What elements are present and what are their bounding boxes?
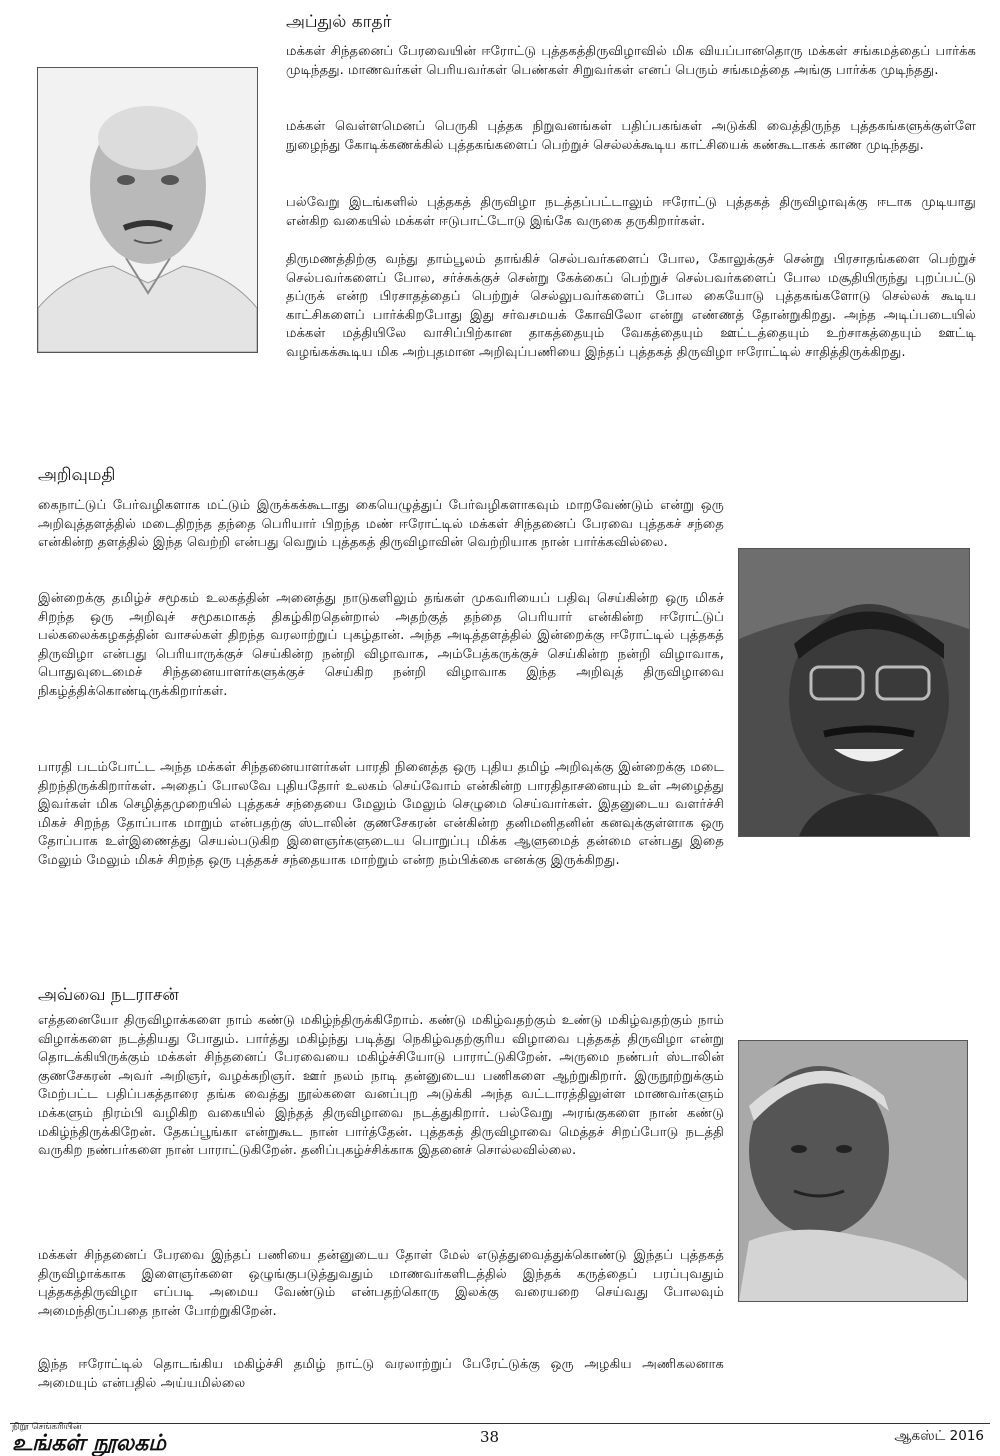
footer-magazine-title: உங்கள் நூலகம் (12, 1430, 166, 1456)
issue-date: ஆகஸ்ட் 2016 (894, 1428, 984, 1444)
page-number: 38 (480, 1428, 500, 1446)
portrait-arivumathi (738, 548, 970, 837)
section-2-heading: அறிவுமதி (38, 465, 116, 485)
section-3-paragraph: எத்தனையோ திருவிழாக்களை நாம் கண்டு மகிழ்ந்திருக்கிறோம். கண்டு மகிழ்வதற்கும் உண்டு மகிழ்வதற்கும் நாம் விழாக்களை நடத்தியது போதும். பார்த்து மகிழ்ந்து படித்து நெகிழ்வதற்குரிய விழாவை புத்தகத் திருவிழா என்று தொடக்கியிருக்கும் மக்கள் சிந்தனைப் பேரவையை மகிழ்ச்சியோடு பாராட்டுகிறேன். அருமை நண்பர் ஸ்டாலின் குணசேகரன் அவர் அறிஞர், வழக்கறிஞர். ஊர் நலம் நாடி தன்னுடைய பணிகளை ஆற்றுகிறார். இருநூற்றுக்கும் மேற்பட்ட பதிப்பகத்தாரை தங்க வைத்து நூல்களை வனப்புற அடுக்கி அந்த வட்டாரத்திலுள்ள மாணவர்களும் மக்களும் நிரம்பி வழிகிற வகையில் இந்தத் திருவிழாவை நடத்துகிறார். பல்வேறு அரங்குகளை நான் கண்டு மகிழ்ந்திருக்கிறேன். தேகப்பூங்கா என்றுகூட நான் பார்த்தேன். புத்தகத் திருவிழாவை மெத்தச் சிறப்போடு நடத்தி வருகிற நண்பர்களை நான் பாராட்டுகிறேன். தனிப்புகழ்ச்சிக்காக இதனைச் சொல்லவில்லை. (38, 1013, 724, 1159)
section-1-paragraph: மக்கள் வெள்ளமெனப் பெருகி புத்தக நிறுவனங்கள் பதிப்பகங்கள் அடுக்கி வைத்திருந்த புத்தகங்களுக்குள்ளே நுழைந்து கோடிக்கணக்கில் புத்தகங்களைப் பெற்றுச் செல்லக்கூடிய காட்சியைக் கண்கூடாகக் காண முடிந்தது. (286, 119, 976, 153)
footer-brand-block (12, 1422, 166, 1454)
section-1-heading: அப்துல் காதர் (286, 12, 392, 32)
portrait-avvai-natarasan (738, 1040, 968, 1302)
section-1-paragraph: திருமணத்திற்கு வந்து தாம்பூலம் தாங்கிச் செல்பவர்களைப் போல, கோலுக்குச் சென்று பிரசாதங்களை பெற்றுச் செல்பவர்களைப் போல, சர்ச்சுக்குச் சென்று கேக்கைப் பெற்றுச் செல்பவர்களைப் போல மசூதியிருந்து புறப்பட்டு தப்ருக் என்ற பிரசாதத்தைப் பெற்றுச் செல்லுபவர்களைப் போல கையோடு புத்தகங்களோடு செல்லக் கூடிய காட்சிகளைப் பார்க்கிறபோது இது சர்வசமயக் கோவிலோ என்று எண்ணத் தோன்றுகிறது. அந்த அடிப்படையில் மக்கள் மத்தியிலே வாசிப்பிற்கான தாகத்தையும் வேகத்தையும் ஊட்டத்தையும் உற்சாகத்தையும் ஊட்டி வழங்கக்கூடிய மிக அற்புதமான அறிவுப்பணியை இந்தப் புத்தகத் திருவிழா ஈரோட்டில் சாதித்திருக்கிறது. (286, 252, 976, 360)
section-3-heading: அவ்வை நடராசன் (38, 985, 179, 1005)
person-photo-icon (739, 1041, 967, 1301)
section-3-paragraph: இந்த ஈரோட்டில் தொடங்கிய மகிழ்ச்சி தமிழ் நாட்டு வரலாற்றுப் பேரேட்டுக்கு ஒரு அழகிய அணிகலனாக அமையும் என்பதில் அய்யமில்லை (38, 1357, 724, 1391)
section-2-paragraph: பாரதி படம்போட்ட அந்த மக்கள் சிந்தனையாளர்கள் பாரதி நினைத்த ஒரு புதிய தமிழ் அறிவுக்கு இன்றைக்கு மடை திறந்திருக்கிறார்கள். அதைப் போலவே புதியதோர் உலகம் செய்வோம் என்கின்ற பாரதிதாசனையும் உள் அழைத்து இவர்கள் மிக செழித்தமுறையில் புத்தகச் சந்தையை மேலும் மேலும் செழுமை செய்வார்கள். இதனுடைய வளர்ச்சி மிகச் சிறந்த தோப்பாக மாறும் என்பதற்கு ஸ்டாலின் குணசேகரன் என்கின்ற தனிமனிதனின் கனவுக்குள்ளாக ஒரு தோப்பாக உள்இணைத்து செயல்படுகிற இளைஞர்களுடைய பொறுப்பு மிக்க ஆளுமைத் தன்மை என்பது இதை மேலும் மேலும் மிகச் சிறந்த ஒரு புத்தகச் சந்தையாக மாற்றும் என்ற நம்பிக்கை எனக்கு இருக்கிறது. (38, 760, 724, 868)
section-2-paragraph: இன்றைக்கு தமிழ்ச் சமூகம் உலகத்தின் அனைத்து நாடுகளிலும் தங்கள் முகவரியைப் பதிவு செய்கின்ற ஒரு மிகச் சிறந்த ஒரு அறிவுச் சமூகமாகத் திகழ்கிறதென்றால் அதற்குத் தந்தை பெரியார் என்கின்ற ஈரோட்டுப் பல்கலைக்கழகத்தின் வாசல்கள் திறந்த வரலாற்றுப் புகழ்தான். அந்த அடித்தளத்தில் இன்றைக்கு ஈரோட்டில் புத்தகத் திருவிழா என்பது பெரியாருக்குச் செய்கின்ற நன்றி விழாவாக, அம்பேத்கருக்குச் செய்கின்ற நன்றி விழாவாக, பொதுவுடைமைச் சிந்தனையாளர்களுக்குச் செய்கிற நன்றி விழாவாக இந்த அறிவுத் திருவிழாவை நிகழ்த்திக்கொண்டிருக்கிறார்கள். (38, 591, 724, 699)
section-2-paragraph: கைநாட்டுப் பேர்வழிகளாக மட்டும் இருக்கக்கூடாது கையெழுத்துப் பேர்வழிகளாகவும் மாறவேண்டும் என்று ஒரு அறிவுத்தளத்தில் மடைதிறந்த தந்தை பெரியார் பிறந்த மண் ஈரோட்டில் மக்கள் சிந்தனைப் பேரவை புத்தகச் சந்தை என்கின்ற தளத்தில் இந்த வெற்றி என்பது வெறும் புத்தகத் திருவிழாவின் வெற்றியாக நான் பார்க்கவில்லை. (38, 498, 724, 551)
person-photo-icon (739, 549, 969, 836)
section-3-paragraph: மக்கள் சிந்தனைப் பேரவை இந்தப் பணியை தன்னுடைய தோள் மேல் எடுத்துவைத்துக்கொண்டு இந்தப் புத்தகத் திருவிழாக்காக இளைஞர்களை ஒழுங்குபடுத்துவதும் மாணவர்களிடத்தில் இந்தக் கருத்தைப் பரப்புவதும் புத்தகத்திருவிழா எப்படி அமைய வேண்டும் என்பதற்கொரு இலக்கு வரையறை செய்வது போலவும் அமைந்திருப்பதை நான் போற்றுகிறேன். (38, 1248, 724, 1319)
section-1-paragraph: பல்வேறு இடங்களில் புத்தகத் திருவிழா நடத்தப்பட்டாலும் ஈரோட்டு புத்தகத் திருவிழாவுக்கு ஈடாக முடியாது என்கிற வகையில் மக்கள் ஈடுபாட்டோடு இங்கே வருகை தருகிறார்கள். (286, 195, 976, 229)
footer-publisher-label: நிறூ செங்கரியின் (12, 1422, 82, 1432)
portrait-abdul-kadhar (37, 67, 258, 353)
section-1-paragraph: மக்கள் சிந்தனைப் பேரவையின் ஈரோட்டு புத்தகத்திருவிழாவில் மிக வியப்பானதொரு மக்கள் சங்கமத்தைப் பார்க்க முடிந்தது. மாணவர்கள் பெரியவர்கள் பெண்கள் சிறுவர்கள் எனப் பெரும் சங்கமத்தை அங்கு பார்க்க முடிந்தது. (286, 44, 976, 78)
person-photo-icon (38, 68, 257, 352)
